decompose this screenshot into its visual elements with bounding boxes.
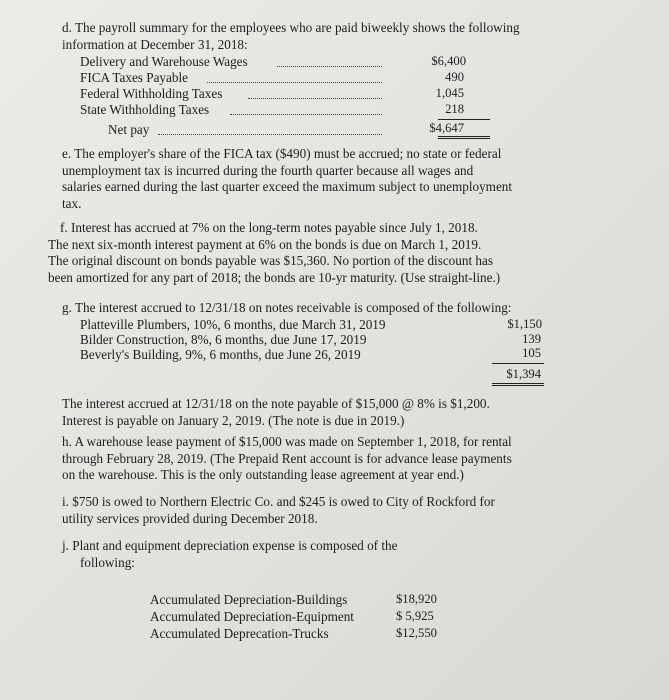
depreciation-label: Accumulated Depreciation-Equipment: [150, 609, 354, 624]
note-receivable-amount: 105: [522, 346, 541, 360]
text-line: e. The employer's share of the FICA tax ($490) must be accrued; no state or federal: [62, 146, 502, 161]
note-receivable-label: Beverly's Building, 9%, 6 months, due June 26, 2019: [80, 347, 361, 362]
payroll-item-label: Federal Withholding Taxes: [80, 86, 223, 101]
text-line: information at December 31, 2018:: [62, 36, 248, 52]
depreciation-label: Accumulated Deprecation-Trucks: [150, 626, 329, 641]
leader-dots: [230, 114, 382, 115]
payroll-item-amount: 1,045: [435, 86, 464, 100]
text-line: utility services provided during December 2018.: [62, 510, 318, 526]
text-line: h. A warehouse lease payment of $15,000 was made on September 1, 2018, for rental: [62, 434, 512, 449]
text-line: d. The payroll summary for the employees who are paid biweekly shows the following: [62, 20, 520, 35]
text-line: been amortized for any part of 2018; the bonds are 10-yr maturity. (Use straight-line.): [48, 269, 501, 285]
text-line: through February 28, 2019. (The Prepaid Rent account is for advance lease payments: [62, 450, 512, 466]
text-line: i. $750 is owed to Northern Electric Co. and $245 is owed to City of Rockford for: [62, 494, 495, 509]
payroll-item-amount: 218: [445, 102, 464, 116]
note-receivable-amount: 139: [522, 332, 541, 346]
section-i: [62, 494, 495, 527]
leader-dots: [248, 98, 382, 99]
section-g-intro: g. The interest accrued to 12/31/18 on notes receivable is composed of the following:: [62, 300, 512, 315]
total-rule: [492, 385, 544, 386]
notes-receivable-total: $1,394: [506, 367, 541, 381]
section-j: [62, 538, 397, 571]
section-h: [62, 434, 512, 484]
text-line: salaries earned during the last quarter exceed the maximum subject to unemployment: [62, 179, 513, 195]
total-rule: [438, 138, 490, 139]
total-rule: [492, 383, 544, 384]
text-line: The interest accrued at 12/31/18 on the note payable of $15,000 @ 8% is $1,200.: [62, 396, 490, 411]
note-receivable-amount: $1,150: [507, 317, 542, 331]
net-pay-amount: $4,647: [429, 121, 464, 135]
depreciation-amount: $18,920: [396, 592, 437, 606]
section-d-intro: [62, 20, 520, 53]
section-g-note: [62, 396, 490, 429]
text-line: on the warehouse. This is the only outstanding lease agreement at year end.): [62, 467, 464, 483]
text-line: Interest is payable on January 2, 2019. (The note is due in 2019.): [62, 412, 405, 428]
leader-dots: [207, 82, 382, 83]
text-line: following:: [80, 554, 135, 570]
section-e: [62, 146, 512, 212]
payroll-item-amount: $6,400: [431, 54, 466, 68]
depreciation-amount: $ 5,925: [396, 609, 434, 623]
leader-dots: [158, 134, 382, 135]
net-pay-label: Net pay: [108, 122, 150, 137]
text-line: tax.: [62, 195, 82, 211]
leader-dots: [277, 66, 382, 67]
text-line: The next six-month interest payment at 6% on the bonds is due on March 1, 2019.: [48, 236, 482, 252]
payroll-item-amount: 490: [445, 70, 464, 84]
section-f: [48, 220, 500, 286]
text-line: f. Interest has accrued at 7% on the long-term notes payable since July 1, 2018.: [60, 220, 478, 235]
subtotal-rule: [438, 119, 490, 120]
total-rule: [438, 136, 490, 137]
note-receivable-label: Platteville Plumbers, 10%, 6 months, due March 31, 2019: [80, 317, 386, 332]
payroll-item-label: FICA Taxes Payable: [80, 70, 188, 85]
payroll-item-label: Delivery and Warehouse Wages: [80, 54, 248, 69]
note-receivable-label: Bilder Construction, 8%, 6 months, due June 17, 2019: [80, 332, 367, 347]
text-line: j. Plant and equipment depreciation expense is composed of the: [62, 538, 398, 553]
subtotal-rule: [492, 363, 544, 364]
text-line: unemployment tax is incurred during the fourth quarter because all wages and: [62, 162, 474, 178]
text-line: The original discount on bonds payable was $15,360. No portion of the discount has: [48, 253, 494, 269]
payroll-item-label: State Withholding Taxes: [80, 102, 210, 117]
depreciation-label: Accumulated Depreciation-Buildings: [150, 592, 348, 607]
depreciation-amount: $12,550: [396, 626, 437, 640]
